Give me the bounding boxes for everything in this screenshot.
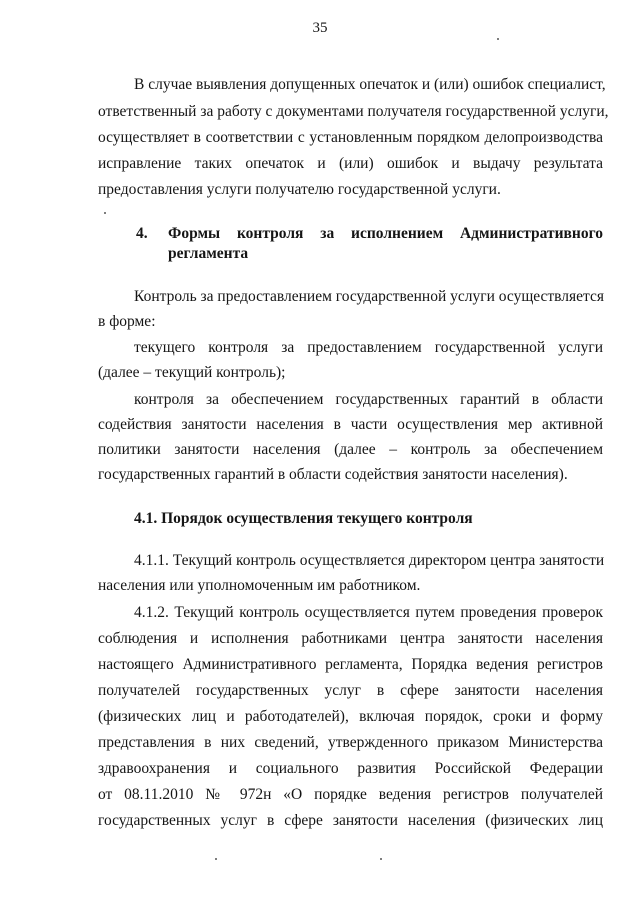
scan-speck <box>497 38 499 40</box>
paragraph-line: от 08.11.2010 № 972н «О порядке ведения регистров получателей <box>98 786 603 803</box>
paragraph-line: государственных гарантий в области содействия занятости населения). <box>98 466 568 483</box>
paragraph-line: осуществляет в соответствии с установленным порядком делопроизводства <box>98 129 603 146</box>
paragraph-line: политики занятости населения (далее – контроль за обеспечением <box>98 441 603 458</box>
paragraph-line: содействия занятости населения в части осуществления мер активной <box>98 416 603 433</box>
paragraph-line: предоставления услуги получателю государственной услуги. <box>98 181 501 198</box>
paragraph-line: В случае выявления допущенных опечаток и (или) ошибок специалист, <box>134 76 606 93</box>
scan-speck <box>215 858 217 860</box>
subsection-heading: 4.1. Порядок осуществления текущего контроля <box>134 510 473 527</box>
paragraph-line: настоящего Административного регламента, Порядка ведения регистров <box>98 656 603 673</box>
paragraph-line: ответственный за работу с документами получателя государственной услуги, <box>98 103 609 120</box>
paragraph-line: (физических лиц и работодателей), включая порядок, сроки и форму <box>98 708 603 725</box>
scan-speck <box>380 858 382 860</box>
paragraph-line: в форме: <box>98 313 156 330</box>
paragraph-line: (далее – текущий контроль); <box>98 364 286 381</box>
section-number: 4. <box>136 225 148 242</box>
paragraph-line: исправление таких опечаток и (или) ошибок и выдачу результата <box>98 155 603 172</box>
paragraph-line: соблюдения и исполнения работниками центра занятости населения <box>98 630 603 647</box>
paragraph-line: текущего контроля за предоставлением государственной услуги <box>134 339 603 356</box>
section-title-line: Формы контроля за исполнением Административного <box>168 225 603 242</box>
paragraph-line: населения или уполномоченным им работником. <box>98 577 421 594</box>
scan-speck <box>104 212 106 214</box>
paragraph-line: 4.1.1. Текущий контроль осуществляется директором центра занятости <box>134 552 605 569</box>
paragraph-line: государственных услуг в сфере занятости населения (физических лиц <box>98 812 603 829</box>
paragraph-line: получателей государственных услуг в сфере занятости населения <box>98 682 603 699</box>
paragraph-line: 4.1.2. Текущий контроль осуществляется путем проведения проверок <box>134 604 603 621</box>
paragraph-line: контроля за обеспечением государственных гарантий в области <box>134 391 603 408</box>
paragraph-line: здравоохранения и социального развития Российской Федерации <box>98 760 603 777</box>
paragraph-line: представления в них сведений, утвержденного приказом Министерства <box>98 734 603 751</box>
paragraph-line: Контроль за предоставлением государственной услуги осуществляется <box>134 288 605 305</box>
section-title-line: регламента <box>168 245 249 262</box>
page-number: 35 <box>312 20 328 36</box>
